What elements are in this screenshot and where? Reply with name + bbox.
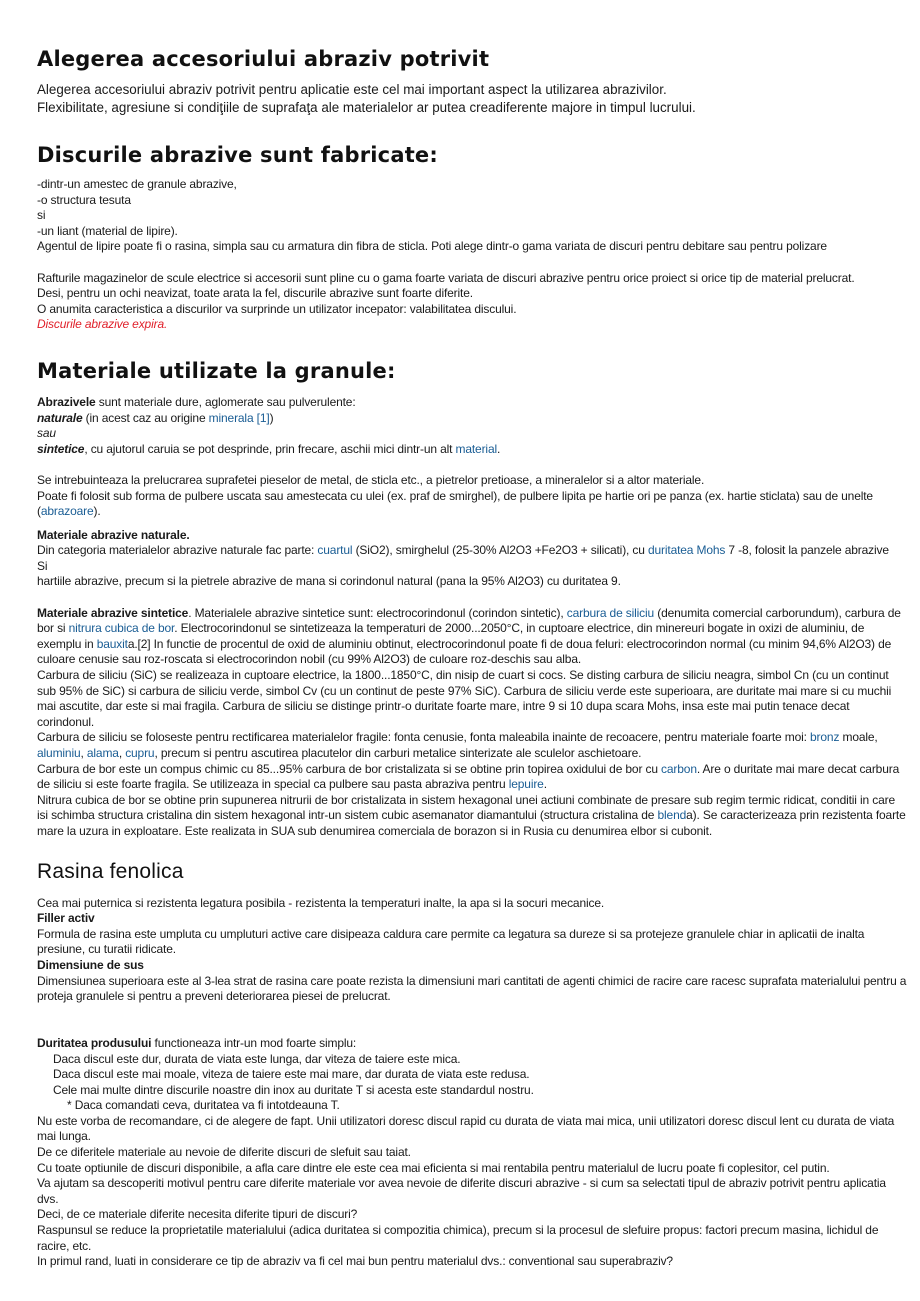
link-bauxit[interactable]: bauxit: [96, 636, 128, 651]
link-material[interactable]: material: [455, 441, 497, 456]
paragraph: Carbura de siliciu (SiC) se realizeaza in cuptoare electrice, la 1800...1850°C, din nisip de cuart si cocs. Se disting carbura de siliciu neagra, simbol Cn (cu un continut sub 95% de SiC) si carbura de siliciu verde, simbol Cv (cu un continut de peste 97% SiC). Carbura de siliciu verde este superioara, are duritate mai mare si cu muchii mai ascutite, dar este si mai fragila. Carbura de siliciu se distinge printr-o duritate foarte mare, intre 9 si 10 dupa scara Mohs, insa este mai putin tenace decat corindonul.: [37, 668, 892, 729]
link-carbon[interactable]: carbon: [661, 761, 697, 776]
link-aluminiu[interactable]: aluminiu: [37, 746, 81, 760]
page-title: Alegerea accesoriului abraziv potrivit: [37, 47, 490, 71]
section-heading-granule: Materiale utilizate la granule:: [37, 358, 396, 383]
paragraph: Dimensiunea superioara este al 3-lea strat de rasina care poate rezista la dimensiuni mari cantitati de agenti chimici de racire care racesc suprafata materialului pentru a proteja granulele si pentru a preveni deteriorarea piesei de prelucrat.: [37, 973, 907, 1004]
link-cuartul[interactable]: cuartul: [317, 543, 353, 558]
text-line: -o structura tesuta: [37, 192, 131, 207]
expiry-warning: Discurile abrazive expira.: [37, 317, 168, 332]
intro-line: Flexibilitate, agresiune si condiţiile de suprafaţa ale materialelor ar putea creadiferente majore in timpul lucrului.: [37, 100, 696, 115]
text-line: naturale (in acest caz au origine minerala [1]): [37, 410, 274, 425]
link-nitrura-cubica[interactable]: nitrura cubica de bor: [68, 621, 175, 636]
link-carbura-de-siliciu[interactable]: carbura de siliciu: [566, 605, 655, 620]
document-page: [37, 47, 909, 1270]
subheading: Filler activ: [37, 911, 95, 926]
paragraph: Carbura de siliciu se foloseste pentru rectificarea materialelor fragile: fonta cenusie, fonta maleabila inainte de recoacere, pentru materiale foarte moi: bronz moale, aluminiu, alama, cupru, precum si pentru ascutirea placutelor din carburi metalice sinterizate ale sculelor aschietoare.: [37, 730, 878, 760]
link-abrazoare[interactable]: abrazoare: [40, 504, 94, 519]
subheading: Dimensiune de sus: [37, 957, 144, 972]
text-line: (abrazoare).: [37, 504, 101, 519]
text-line: -dintr-un amestec de granule abrazive,: [37, 177, 237, 191]
text-line: Daca discul este mai moale, viteza de taiere este mai mare, dar durata de viata este redusa.: [53, 1067, 530, 1082]
link-duritatea-mohs[interactable]: duritatea Mohs: [647, 543, 726, 558]
text-line: Cu toate optiunile de discuri disponibile, a afla care dintre ele este cea mai eficienta si mai rentabila pentru materialul de lucru poate fi coplesitor, cel putin.: [37, 1160, 830, 1175]
subheading: Materiale abrazive naturale.: [37, 527, 190, 542]
text-line: Deci, de ce materiale diferite necesita diferite tipuri de discuri?: [37, 1207, 358, 1222]
bold-term: Abrazivele: [37, 394, 96, 409]
text-line: -un liant (material de lipire).: [37, 223, 178, 238]
paragraph: Carbura de bor este un compus chimic cu 85...95% carbura de bor cristalizata si se obtine prin topirea oxidului de bor cu carbon. Are o duritate mai mare decat carbura de siliciu si este foarte fragila. Se utilizeaza in special ca pulbere sau pasta abraziva pentru lepuire.: [37, 761, 900, 792]
text-line: In primul rand, luati in considerare ce tip de abraziv va fi cel mai bun pentru materialul dvs.: conventional sau superabraziv?: [37, 1254, 673, 1269]
section-heading-fabricate: Discurile abrazive sunt fabricate:: [37, 143, 438, 167]
rasina-section: [37, 896, 909, 1270]
text-line: O anumita caracteristica a discurilor va surprinde un utilizator incepator: valabilitatea discului.: [37, 301, 517, 316]
paragraph: Formula de rasina este umpluta cu umpluturi active care disipeaza caldura care permite ca legatura sa dureze si sa protejeze granulele chiar in aplicatii de inalta presiune, cu turatii ridicate.: [37, 926, 865, 957]
section-heading-rasina: Rasina fenolica: [37, 859, 184, 883]
text-line: Va ajutam sa descoperiti motivul pentru care diferite materiale vor avea nevoie de diferite discuri abrazive - si cum sa selectati tipul de abraziv potrivit pentru aplicatia dvs.: [37, 1176, 886, 1206]
text-line: si: [37, 208, 46, 223]
link-alama[interactable]: alama: [86, 746, 119, 760]
intro-paragraph: [37, 81, 909, 117]
text-line: Nu este vorba de recomandare, ci de alegere de fapt. Unii utilizatori doresc discul rapid cu durata de viata mai mica, unii utilizatori doresc discul lent cu durata de viata mai lunga.: [37, 1113, 895, 1144]
text-line: Rafturile magazinelor de scule electrice si accesorii sunt pline cu o gama foarte variata de discuri abrazive pentru orice proiect si orice tip de material prelucrat.: [37, 270, 855, 285]
paragraph: Materiale abrazive sintetice. Materialele abrazive sintetice sunt: electrocorindonul (corindon sintetic), carbura de siliciu (denumita comercial carborundum), carbura de bor si nitrura cubica de bor. Electrocorindonul se sintetizeaza la temperaturi de 2000...2050°C, in cuptoare electrice, din minereuri bogate in oxizi de aluminiu, de exemplu in bauxita.[2] In functie de procentul de oxid de aluminiu obtinut, electrocorindonul poate fi de doua feluri: electrocorindon normal (cu minim 94,6% Al2O3) de culoare cenusie sau roz-roscata si electrocorindon nobil (cu 99% Al2O3) de culoare roz-deschis sau alba.: [37, 605, 901, 667]
fabricate-section: [37, 177, 909, 333]
text-line: sintetice, cu ajutorul caruia se pot desprinde, prin frecare, aschii mici dintr-un alt material.: [37, 441, 501, 456]
text-line: Raspunsul se reduce la proprietatile materialului (adica duritatea si compozitia chimica), precum si la procesul de slefuire propus: factori precum masina, lichidul de racire, etc.: [37, 1223, 879, 1253]
link-bronz[interactable]: bronz: [810, 730, 840, 745]
bold-term: naturale: [37, 410, 83, 425]
bold-term: sintetice: [37, 441, 85, 456]
text-line: sau: [37, 426, 56, 441]
link-minerala[interactable]: minerala [1]: [208, 410, 270, 425]
text-line: Si: [37, 558, 48, 573]
text-line: * Daca comandati ceva, duritatea va fi intotdeauna T.: [67, 1098, 340, 1113]
text-line: Poate fi folosit sub forma de pulbere uscata sau amestecata cu ulei (ex. praf de smirghel), de pulbere lipita pe hartie ori pe panza (ex. hartie sticlata) sau de unelte: [37, 488, 873, 503]
text-line: Desi, pentru un ochi neavizat, toate arata la fel, discurile abrazive sunt foarte diferite.: [37, 286, 473, 301]
paragraph: Nitrura cubica de bor se obtine prin supunerea nitrurii de bor cristalizata in sistem hexagonal unei actiuni combinate de presare sub regim termic ridicat, conditii in care isi schimba structura cristalina din sistem hexagonal intr-un sistem cubic asemanator diamantului (structura cristalina de blenda). Se caracterizeaza prin rezistenta foarte mare la uzura in exploatare. Este realizata in SUA sub denumirea comerciala de borazon si in Rusia cu denumirea elbor si cubonit.: [37, 792, 906, 838]
link-lepuire[interactable]: lepuire: [508, 777, 544, 792]
text-line: hartiile abrazive, precum si la pietrele abrazive de mana si corindonul natural (pana la 95% Al2O3) cu duritatea 9.: [37, 574, 621, 589]
link-blend[interactable]: blend: [657, 808, 687, 823]
text-line: Din categoria materialelor abrazive naturale fac parte: cuartul (SiO2), smirghelul (25-30% Al2O3 +Fe2O3 + silicati), cu duritatea Mohs 7 -8, folosit la panzele abrazive: [37, 543, 889, 558]
text-line: De ce diferitele materiale au nevoie de diferite discuri de slefuit sau taiat.: [37, 1145, 411, 1160]
text-line: Duritatea produsului functioneaza intr-un mod foarte simplu:: [37, 1035, 357, 1050]
text-line: Se intrebuinteaza la prelucrarea suprafetei pieselor de metal, de sticla etc., a pietrelor pretioase, a mineralelor si a altor materiale.: [37, 472, 705, 487]
text-line: Daca discul este dur, durata de viata este lunga, dar viteza de taiere este mica.: [53, 1051, 461, 1066]
intro-line: Alegerea accesoriului abraziv potrivit pentru aplicatie este cel mai important aspect la utilizarea abrazivilor.: [37, 82, 667, 97]
granule-section: [37, 395, 909, 840]
text-line: Cele mai multe dintre discurile noastre din inox au duritate T si acesta este standardul nostru.: [53, 1082, 534, 1097]
link-cupru[interactable]: cupru: [125, 746, 155, 760]
text-line: Abrazivele sunt materiale dure, aglomerate sau pulverulente:: [37, 394, 356, 409]
text-line: Cea mai puternica si rezistenta legatura posibila - rezistenta la temperaturi inalte, la apa si la socuri mecanice.: [37, 895, 605, 910]
text-line: Agentul de lipire poate fi o rasina, simpla sau cu armatura din fibra de sticla. Poti alege dintr-o gama variata de discuri pentru debitare sau pentru polizare: [37, 239, 827, 254]
